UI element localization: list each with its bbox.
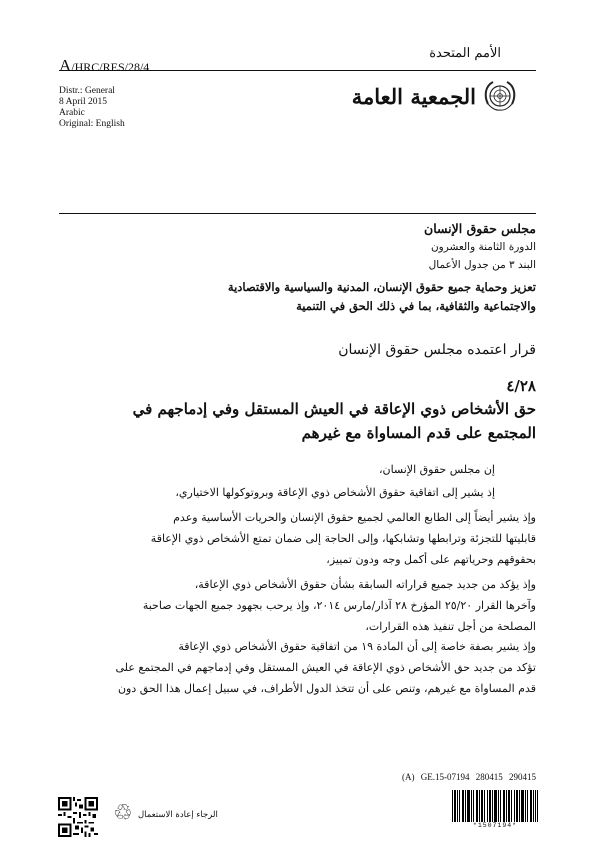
issue-date: 8 April 2015	[59, 97, 108, 107]
paragraph-line: قدم المساواة مع غيرهم، وتنص على أن تتخذ الدول الأطراف، في سبيل إعمال هذا الحق دون	[117, 682, 536, 695]
resolution-title-line: حق الأشخاص ذوي الإعاقة في العيش المستقل وفي إدماجهم في	[132, 400, 536, 418]
language: Arabic	[59, 108, 85, 118]
council-name: مجلس حقوق الإنسان	[424, 221, 536, 236]
distribution: Distr.: General	[59, 86, 115, 96]
barcode	[452, 790, 538, 822]
agenda-item: البند ٣ من جدول الأعمال	[428, 259, 536, 271]
un-emblem-icon	[482, 78, 518, 114]
original-language: Original: English	[59, 119, 125, 129]
paragraph-line: وإذ يشير بصفة خاصة إلى أن المادة ١٩ من اتفاقية حقوق الأشخاص ذوي الإعاقة	[178, 640, 536, 653]
document-code: (A) GE.15-07194 280415 290415	[402, 772, 536, 782]
recycle-icon: ♲	[113, 801, 133, 826]
body-rule	[59, 213, 536, 214]
opening-clause: إن مجلس حقوق الإنسان،	[378, 463, 495, 476]
paragraph-line: بحقوقهم وحرياتهم على أكمل وجه ودون تمييز،	[326, 553, 536, 566]
paragraph-line: قابليتها للتجزئة وترابطها وتشابكها، وإلى الحاجة إلى ضمان تمتع الأشخاص ذوي الإعاقة	[150, 532, 536, 545]
qr-code-icon	[58, 797, 98, 837]
paragraph-line: وآخرها القرار ٢٥/٢٠ المؤرخ ٢٨ آذار/مارس ٢٠١٤، وإذ يرحب بجهود جميع الجهات صاحبة	[142, 599, 536, 612]
general-assembly-title: الجمعية العامة	[351, 84, 476, 109]
preamble-paragraph-1: إذ يشير إلى اتفاقية حقوق الأشخاص ذوي الإعاقة وبروتوكولها الاختياري،	[175, 486, 495, 499]
barcode-text: *1507194*	[472, 822, 518, 829]
recycle-text: الرجاء إعادة الاستعمال	[138, 810, 218, 820]
resolution-heading: قرار اعتمده مجلس حقوق الإنسان	[338, 342, 536, 358]
document-symbol: A/HRC/RES/28/4	[59, 56, 150, 75]
resolution-number: ٤/٢٨	[506, 377, 536, 395]
agenda-item-title-line: والاجتماعية والثقافية، بما في ذلك الحق في التنمية	[296, 299, 536, 313]
un-name: الأمم المتحدة	[429, 46, 501, 61]
paragraph-line: تؤكد من جديد حق الأشخاص ذوي الإعاقة في العيش المستقل وفي إدماجهم في المجتمع على	[115, 661, 536, 674]
resolution-title	[59, 397, 536, 445]
header-rule	[59, 70, 536, 71]
preamble-paragraph-4	[59, 636, 536, 699]
agenda-item-title-line: تعزيز وحماية جميع حقوق الإنسان، المدنية والسياسية والاقتصادية	[227, 280, 536, 294]
distribution-info	[59, 86, 125, 130]
paragraph-line: وإذ يؤكد من جديد جميع قراراته السابقة بشأن حقوق الأشخاص ذوي الإعاقة،	[194, 578, 536, 591]
resolution-title-line: المجتمع على قدم المساواة مع غيرهم	[301, 424, 536, 442]
preamble-paragraph-3	[59, 574, 536, 637]
paragraph-line: المصلحة من أجل تنفيذ هذه القرارات،	[365, 620, 536, 633]
session: الدورة الثامنة والعشرون	[430, 241, 536, 253]
agenda-item-title	[59, 278, 536, 316]
preamble-paragraph-2	[59, 507, 536, 570]
paragraph-line: وإذ يشير أيضاً إلى الطابع العالمي لجميع حقوق الإنسان والحريات الأساسية وعدم	[173, 511, 536, 524]
